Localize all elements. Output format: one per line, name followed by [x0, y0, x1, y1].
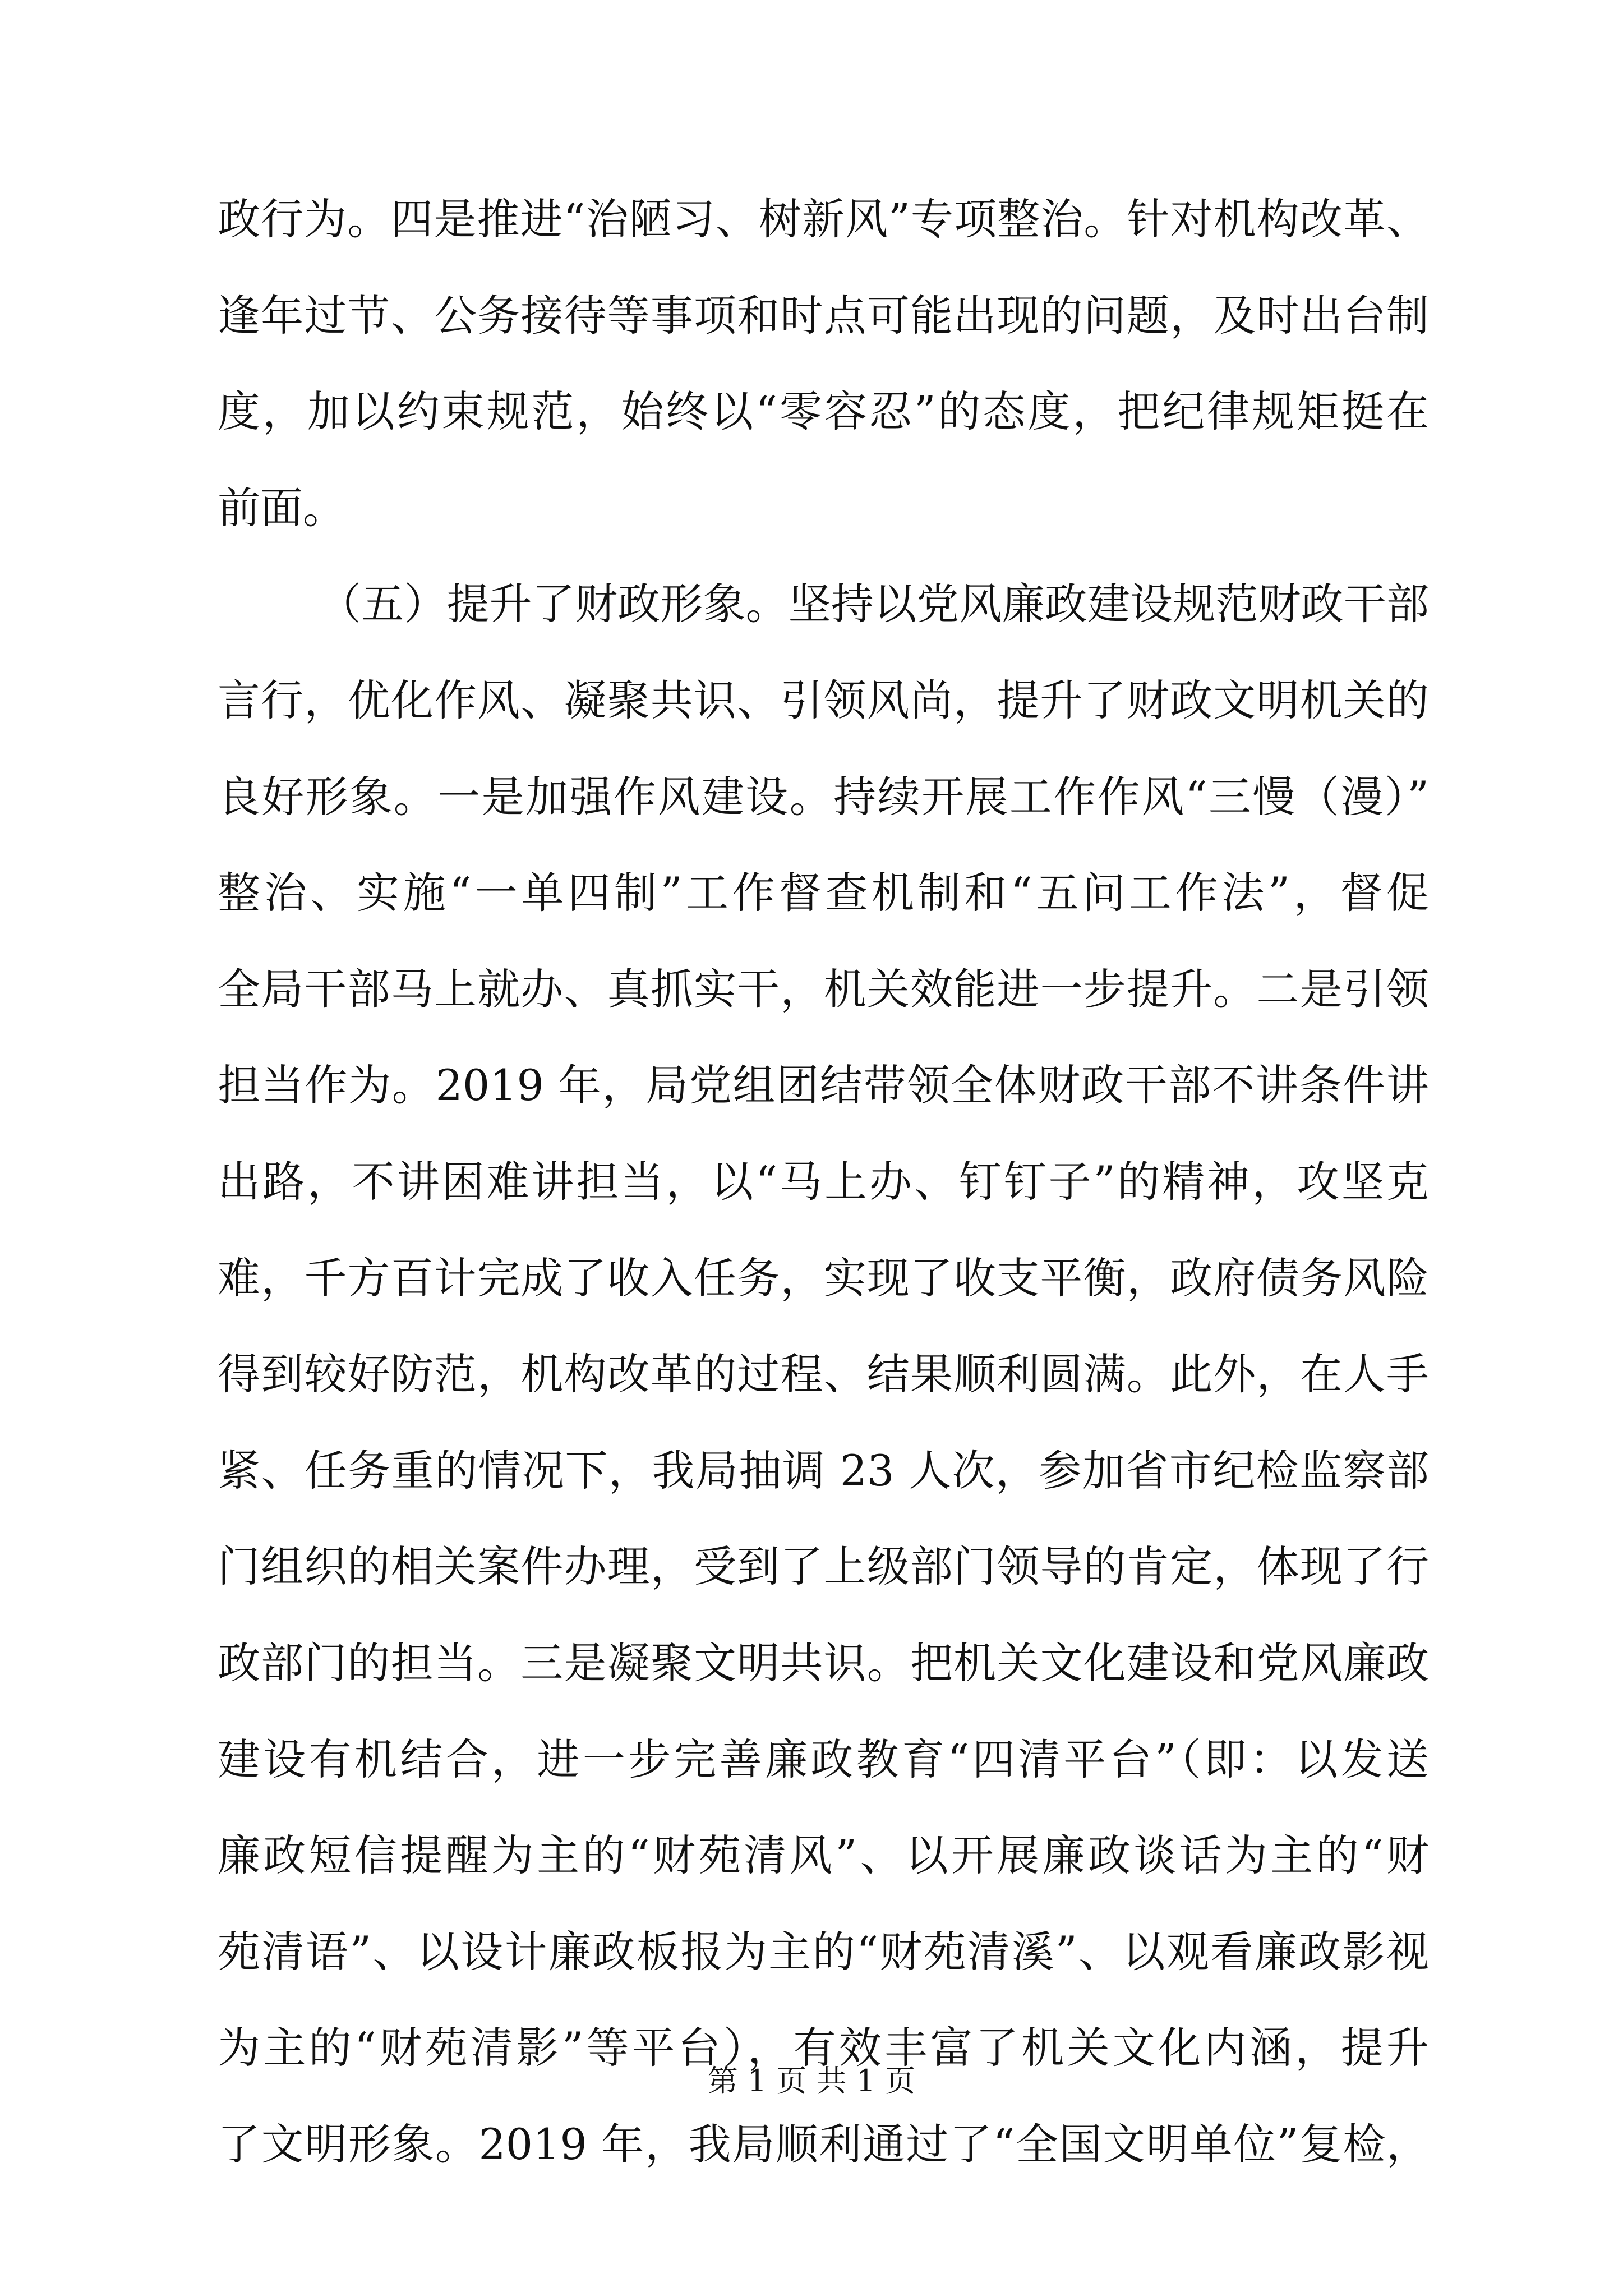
text-line: 门组织的相关案件办理，受到了上级部门领导的肯定，体现了行	[218, 1542, 1429, 1592]
text-line: 前面。	[218, 482, 345, 533]
text-line: 良好形象。一是加强作风建设。持续开展工作作风“三慢（漫）”	[218, 771, 1429, 822]
text-line: 政部门的担当。三是凝聚文明共识。把机关文化建设和党风廉政	[218, 1637, 1429, 1688]
text-line: 逢年过节、公务接待等事项和时点可能出现的问题，及时出台制	[218, 290, 1429, 341]
text-line: 为主的“财苑清影”等平台），有效丰富了机关文化内涵，提升	[218, 2023, 1429, 2073]
page-number-footer: 第 1 页 共 1 页	[707, 2063, 916, 2099]
text-line: 廉政短信提醒为主的“财苑清风”、以开展廉政谈话为主的“财	[218, 1830, 1429, 1881]
text-line: 苑清语”、以设计廉政板报为主的“财苑清溪”、以观看廉政影视	[218, 1926, 1429, 1977]
text-line: 全局干部马上就办、真抓实干，机关效能进一步提升。二是引领	[218, 964, 1429, 1014]
text-line: 整治、实施“一单四制”工作督查机制和“五问工作法”，督促	[218, 868, 1429, 918]
document-body	[218, 171, 1429, 2192]
text-line: 了文明形象。2019 年，我局顺利通过了“全国文明单位”复检，	[218, 2119, 1429, 2169]
text-line: 得到较好防范，机构改革的过程、结果顺利圆满。此外，在人手	[218, 1349, 1429, 1400]
text-line: 言行，优化作风、凝聚共识、引领风尚，提升了财政文明机关的	[218, 675, 1429, 725]
text-line: 难，千方百计完成了收入任务，实现了收支平衡，政府债务风险	[218, 1253, 1429, 1303]
text-line: 政行为。四是推进“治陋习、树新风”专项整治。针对机构改革、	[218, 194, 1429, 244]
text-line: 度，加以约束规范，始终以“零容忍”的态度，把纪律规矩挺在	[218, 386, 1429, 437]
text-line: 担当作为。2019 年，局党组团结带领全体财政干部不讲条件讲	[218, 1060, 1429, 1111]
section-heading-line: （五）提升了财政形象。坚持以党风廉政建设规范财政干部	[319, 579, 1429, 629]
text-line: 紧、任务重的情况下，我局抽调 23 人次，参加省市纪检监察部	[218, 1445, 1429, 1496]
text-line: 出路，不讲困难讲担当，以“马上办、钉钉子”的精神，攻坚克	[218, 1156, 1429, 1207]
text-line: 建设有机结合，进一步完善廉政教育“四清平台”（即：以发送	[218, 1734, 1429, 1784]
